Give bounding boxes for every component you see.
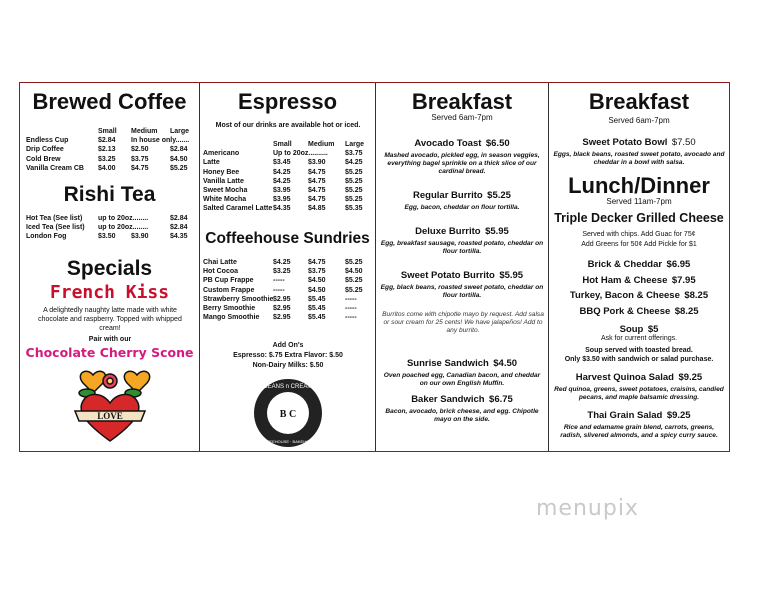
item-price: $4.25: [273, 168, 291, 176]
table-header-cell: Medium: [308, 141, 335, 148]
item-price: $4.75: [308, 187, 326, 195]
item-price: [170, 136, 196, 145]
table-header-cell: Small: [273, 141, 292, 148]
table-row: [26, 145, 196, 154]
item-description: Bacon, avocado, brick cheese, and egg. Chipotle mayo on the side.: [385, 408, 539, 423]
item-name: Hot Ham & Cheese: [582, 274, 668, 286]
item-price: -----: [345, 305, 357, 313]
item-price: up to 20oz........: [98, 215, 149, 222]
item-price: $3.95: [273, 187, 291, 195]
item-name: Sweet Potato Bowl: [582, 137, 668, 148]
table-row: [203, 149, 375, 158]
table-row: [203, 186, 375, 195]
item-name: Endless Cup: [26, 137, 69, 145]
item-name: Iced Tea (See list): [26, 224, 85, 232]
item-price: $5.25: [487, 190, 511, 201]
item-description: Egg, black beans, roasted sweet potato, cheddar on flour tortilla.: [380, 284, 544, 299]
table-row: [203, 276, 375, 285]
item-price: [131, 214, 170, 223]
logo-bottom-text: COFFEEHOUSE · BAKEHOUSE: [258, 439, 318, 444]
sundries-table: [203, 258, 375, 322]
item-price: $9.25: [666, 410, 691, 421]
item-price: $6.50: [485, 138, 510, 149]
item-price: $3.75: [345, 150, 363, 158]
item-price: $5.35: [345, 205, 363, 213]
lunch-served-hours: Served 11am-7pm: [606, 197, 672, 206]
table-header-cell: Small: [98, 128, 117, 135]
item-price: $4.50: [345, 268, 363, 276]
item-price: $9.25: [678, 372, 703, 383]
item-price: $2.84: [170, 146, 188, 154]
beans-n-cream-logo: [252, 377, 324, 449]
rishi-tea-table: [26, 214, 196, 242]
breakfast-title: Breakfast: [411, 89, 513, 114]
table-header-cell: [26, 127, 98, 136]
menu-item: [376, 185, 548, 212]
item-description: Egg, breakfast sausage, roasted potato, cheddar on flour tortilla.: [380, 240, 544, 255]
item-price: $3.75: [308, 268, 326, 276]
item-price: $2.95: [273, 295, 291, 303]
table-row: [203, 286, 375, 295]
item-price: $4.25: [345, 159, 363, 167]
table-header-cell: [203, 140, 273, 149]
table-header-cell: Medium: [131, 128, 158, 135]
item-price: $4.50: [308, 277, 326, 285]
item-price: $4.35: [273, 205, 291, 213]
item-price: $4.25: [273, 259, 291, 266]
item-name: Vanilla Latte: [203, 177, 244, 185]
table-row: [26, 164, 196, 173]
item-name: BBQ Pork & Cheese: [579, 305, 671, 317]
item-price: $4.35: [170, 233, 188, 241]
item-name: Salted Caramel Latte: [203, 205, 273, 213]
menu-board: [19, 82, 730, 452]
rishi-tea-title: Rishi Tea: [63, 183, 156, 206]
item-name: Regular Burrito: [413, 190, 483, 201]
item-name: Avocado Toast: [414, 138, 482, 149]
item-price: [308, 149, 345, 158]
item-price: $5.95: [499, 270, 524, 281]
item-name: Latte: [203, 159, 220, 167]
table-row: [203, 267, 375, 276]
logo-top-text: BEANS n CREAM: [263, 384, 313, 390]
logo-monogram: B C: [279, 409, 297, 420]
special-description: A delightedly naughty latte made with white chocolate and raspberry. Topped with whipped cream!: [38, 307, 182, 332]
grilled-cheese-item: [549, 301, 729, 319]
tattoo-love-text: LOVE: [97, 411, 123, 421]
item-name: Sweet Mocha: [203, 187, 248, 195]
item-price: $2.95: [273, 305, 291, 313]
item-name: Americano: [203, 150, 240, 158]
soup-desc-2: Only $3.50 with sandwich or salad purchase.: [564, 356, 714, 363]
item-price: $3.75: [131, 155, 149, 163]
pair-label: Pair with our: [88, 336, 132, 343]
soup-desc-1: Soup served with toasted bread.: [585, 347, 693, 354]
item-price: $2.84: [170, 224, 188, 232]
specials-title: Specials: [66, 257, 153, 280]
column-breakfast: [376, 83, 549, 451]
item-price: $4.85: [308, 205, 326, 213]
item-price: $4.75: [308, 259, 326, 266]
table-row: [26, 214, 196, 223]
table-row: [203, 313, 375, 322]
item-price: $4.50: [308, 286, 326, 294]
item-name: Sweet Potato Burrito: [400, 270, 495, 281]
item-name: White Mocha: [203, 196, 247, 204]
item-price: Up to 20oz..........: [273, 150, 328, 158]
item-name: Vanilla Cream CB: [26, 164, 84, 172]
item-name: London Fog: [26, 233, 67, 241]
item-name: Baker Sandwich: [411, 394, 485, 405]
item-price: $5.45: [308, 314, 326, 322]
special-name: French Kiss: [49, 282, 170, 303]
brewed-coffee-title: Brewed Coffee: [32, 89, 187, 114]
item-price: $5.25: [345, 187, 363, 195]
item-price: $3.25: [273, 268, 291, 276]
item-price: up to 20oz........: [98, 224, 149, 232]
brewed-coffee-table: [26, 127, 196, 173]
item-description: Egg, bacon, cheddar on flour tortilla.: [404, 204, 520, 211]
menu-item: [376, 389, 548, 424]
item-price: In house only.......: [131, 137, 190, 145]
item-price: $3.25: [98, 155, 116, 163]
menu-item: [376, 133, 548, 176]
item-price: $5.25: [345, 177, 363, 185]
espresso-note: Most of our drinks are available hot or iced.: [215, 122, 361, 129]
item-name: Thai Grain Salad: [587, 410, 663, 421]
grilled-cheese-title: Triple Decker Grilled Cheese: [554, 211, 724, 225]
table-row: [203, 295, 375, 304]
soup-name: Soup: [619, 324, 644, 335]
item-name: Berry Smoothie: [203, 305, 256, 313]
lunch-dinner-title: Lunch/Dinner: [568, 173, 710, 198]
item-price: $4.75: [308, 177, 326, 185]
item-price: -----: [273, 277, 285, 285]
item-name: Hot Cocoa: [203, 268, 238, 276]
table-row: [203, 177, 375, 186]
item-price: -----: [273, 286, 285, 294]
item-name: Harvest Quinoa Salad: [575, 372, 674, 383]
table-row: [203, 158, 375, 167]
table-header-cell: Large: [345, 141, 365, 148]
item-price: $6.95: [666, 259, 691, 270]
item-price: $4.25: [273, 177, 291, 185]
table-row: [26, 232, 196, 241]
item-price: $4.75: [308, 196, 326, 204]
menu-item: [376, 265, 548, 300]
item-price: $2.50: [131, 146, 149, 154]
espresso-title: Espresso: [237, 89, 338, 114]
item-name: Chai Latte: [203, 259, 237, 266]
item-name: Honey Bee: [203, 168, 240, 176]
item-name: Hot Tea (See list): [26, 215, 83, 222]
item-price: $3.45: [273, 159, 291, 167]
item-price: $5.25: [345, 286, 363, 294]
item-price: $3.90: [131, 233, 149, 241]
item-price: $5.45: [308, 295, 326, 303]
menu-item: [376, 353, 548, 388]
item-price: $5.45: [308, 305, 326, 313]
item-price: $4.75: [131, 164, 149, 172]
item-price: $3.95: [273, 196, 291, 204]
item-price: -----: [345, 295, 357, 303]
item-price: $4.00: [98, 164, 116, 172]
menu-item: [376, 221, 548, 256]
item-description: Red quinoa, greens, sweet potatoes, craisins, candied pecans, and maple balsamic dressing.: [554, 386, 724, 401]
item-price: $8.25: [674, 305, 699, 317]
table-row: [26, 136, 196, 145]
column-breakfast-lunch: [549, 83, 729, 451]
table-row: [203, 195, 375, 204]
menu-item: [549, 405, 729, 440]
item-name: Mango Smoothie: [203, 314, 260, 322]
love-heart-tattoo-illustration: [65, 363, 155, 449]
item-price: $5.25: [170, 164, 188, 172]
item-price: $2.95: [273, 314, 291, 322]
item-price: $4.50: [493, 358, 518, 369]
table-row: [203, 204, 375, 213]
item-name: PB Cup Frappe: [203, 277, 254, 285]
item-price: $5.25: [345, 196, 363, 204]
table-header-row: [203, 140, 375, 149]
item-price: $4.75: [308, 168, 326, 176]
item-name: Cold Brew: [26, 155, 61, 163]
item-price: $5.25: [345, 277, 363, 285]
item-price: $5.25: [345, 168, 363, 176]
espresso-table: [203, 140, 375, 214]
table-row: [203, 168, 375, 177]
item-description: Oven poached egg, Canadian bacon, and cheddar on our own English Muffin.: [383, 372, 541, 387]
item-name: Drip Coffee: [26, 146, 64, 154]
soup-price: $5: [647, 324, 659, 335]
item-price: $4.50: [170, 155, 188, 163]
item-name: Deluxe Burrito: [415, 226, 481, 237]
item-name: Turkey, Bacon & Cheese: [569, 290, 680, 301]
item-price: $5.95: [485, 226, 509, 237]
table-header-row: [26, 127, 196, 136]
item-name: Custom Frappe: [203, 286, 255, 294]
item-price: $3.90: [308, 159, 326, 167]
burrito-note: Burritos come with chipotle mayo by request. Add salsa or sour cream for 25 cents! We have jalapeños! Add to any burrito.: [382, 311, 544, 334]
item-price: $3.50: [98, 233, 116, 241]
soup-note: Ask for current offerings.: [600, 335, 678, 342]
sweet-potato-bowl: [549, 132, 729, 167]
table-row: [26, 155, 196, 164]
item-price: -----: [345, 314, 357, 322]
table-row: [203, 304, 375, 313]
column-espresso: [200, 83, 376, 451]
item-price: $6.75: [489, 394, 513, 405]
menu-item: [549, 367, 729, 402]
addons-line-1: Espresso: $.75 Extra Flavor: $.50: [233, 352, 343, 359]
item-price: $5.25: [345, 259, 363, 266]
table-header-cell: Large: [170, 128, 190, 135]
grilled-note-1: Served with chips. Add Guac for 75¢: [582, 231, 696, 238]
item-description: Rice and edamame grain blend, carrots, greens, radish, slivered almonds, and a spicy curry sauce.: [560, 424, 718, 439]
item-name: Sunrise Sandwich: [406, 358, 489, 369]
pair-item: Chocolate Cherry Scone: [25, 345, 194, 360]
item-name: Strawberry Smoothie: [203, 295, 274, 303]
breakfast2-title: Breakfast: [588, 89, 690, 114]
addons-line-2: Non-Dairy Milks: $.50: [252, 362, 324, 369]
item-name: Brick & Cheddar: [587, 259, 663, 270]
breakfast2-served-hours: Served 6am-7pm: [608, 116, 670, 125]
table-row: [203, 258, 375, 267]
item-price: $8.25: [684, 290, 709, 301]
sundries-title: Coffeehouse Sundries: [205, 230, 370, 247]
item-price: $2.84: [98, 137, 116, 145]
item-price: $7.50: [671, 137, 696, 148]
addons-title: Add On's: [272, 342, 304, 349]
column-brewed-coffee: [20, 83, 200, 451]
breakfast-served-hours: Served 6am-7pm: [431, 113, 493, 122]
item-price: $2.84: [170, 215, 188, 222]
menupix-watermark: menupix: [536, 496, 639, 521]
item-description: Mashed avocado, pickled egg, in season veggies, everything bagel sprinkle on a thick slice of our cardinal bread.: [384, 152, 540, 175]
item-price: [131, 223, 170, 232]
grilled-note-2: Add Greens for 50¢ Add Pickle for $1: [581, 241, 697, 248]
item-price: $2.13: [98, 146, 116, 154]
table-row: [26, 223, 196, 232]
item-description: Eggs, black beans, roasted sweet potato, avocado and cheddar in a bowl with salsa.: [553, 151, 725, 166]
item-price: $7.95: [671, 274, 696, 286]
